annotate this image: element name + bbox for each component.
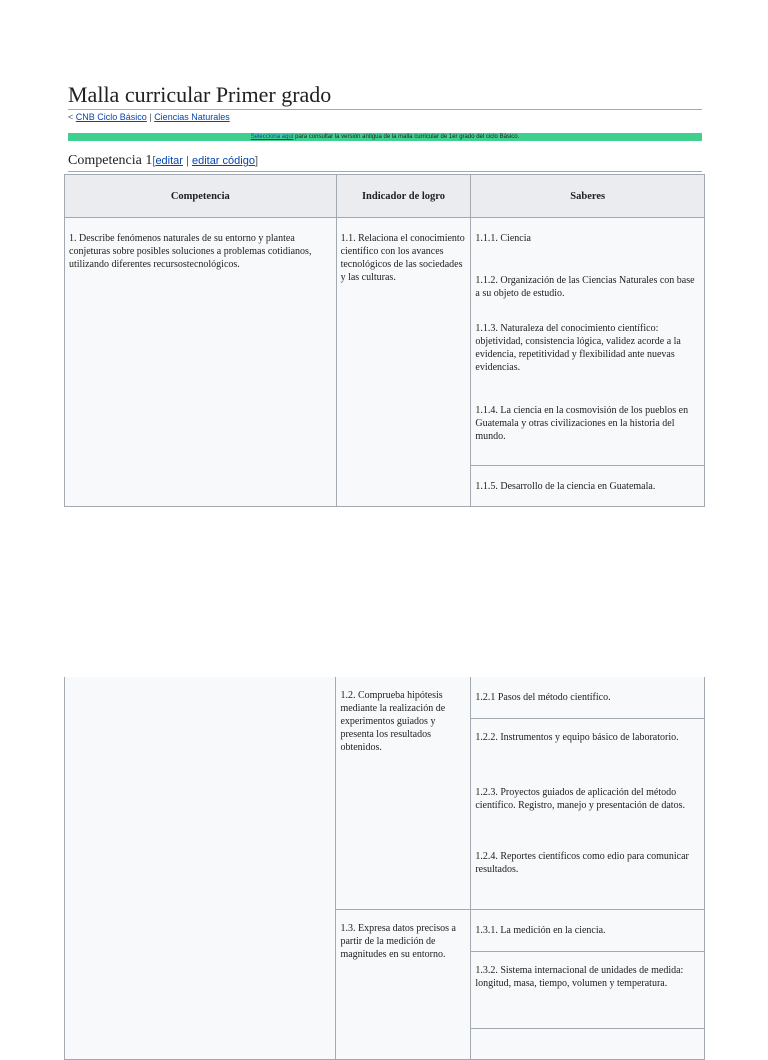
- header-indicador: Indicador de logro: [336, 175, 471, 218]
- curriculum-table-continued: [64, 677, 705, 1060]
- saber-item: 1.3.2. Sistema internacional de unidades de medida: longitud, masa, tiempo, volumen y temperatura.: [475, 965, 684, 989]
- notice-banner: [68, 133, 702, 141]
- saber-item: 1.1.1. Ciencia: [475, 233, 531, 244]
- saber-item: 1.2.2. Instrumentos y equipo básico de laboratorio.: [475, 732, 679, 743]
- bracket-close: ]: [254, 155, 259, 167]
- saber-item: 1.3.1. La medición en la ciencia.: [475, 925, 606, 936]
- section-heading: [68, 153, 702, 172]
- competencia-cell: [65, 677, 336, 1060]
- saber-item: 1.1.4. La ciencia en la cosmovisión de los pueblos en Guatemala y otras civilizaciones en la historia del mundo.: [475, 405, 689, 442]
- indicador-text: 1.2. Comprueba hipótesis mediante la realización de experimentos guiados y presenta los resultados obtenidos.: [340, 690, 446, 753]
- table-header-row: [65, 175, 705, 218]
- section-title: Competencia 1: [68, 153, 153, 168]
- saber-item: 1.1.3. Naturaleza del conocimiento científico: objetividad, consistencia lógica, validez acorde a la evidencia, repetitividad y flexibilidad ante nuevas evidencias.: [475, 323, 681, 373]
- page-title: Malla curricular Primer grado: [68, 82, 702, 110]
- breadcrumb-link-ciencias[interactable]: Ciencias Naturales: [154, 112, 230, 122]
- breadcrumb-separator: |: [149, 112, 152, 122]
- breadcrumb: [68, 112, 230, 122]
- saber-item: 1.2.3. Proyectos guiados de aplicación del método científico. Registro, manejo y presentación de datos.: [475, 787, 685, 811]
- bracket-open: [: [152, 155, 156, 167]
- breadcrumb-link-cnb[interactable]: CNB Ciclo Básico: [75, 112, 147, 122]
- saber-item: 1.1.2. Organización de las Ciencias Naturales con base a su objeto de estudio.: [475, 275, 695, 299]
- saberes-cell: [471, 719, 705, 910]
- curriculum-table: [64, 174, 705, 507]
- saberes-cell: [471, 466, 705, 507]
- saberes-cell: [471, 910, 705, 952]
- notice-text: para consultar la versión antigua de la malla curricular de 1er grado del ciclo Básico.: [293, 134, 520, 140]
- saberes-cell: [471, 952, 705, 1029]
- saberes-cell: [471, 218, 705, 466]
- edit-link[interactable]: editar: [155, 155, 183, 167]
- competencia-cell: [65, 218, 337, 507]
- notice-link[interactable]: Selecciona aquí: [250, 134, 294, 140]
- saber-item: 1.2.1 Pasos del método científico.: [475, 692, 611, 703]
- header-competencia: Competencia: [65, 175, 337, 218]
- edit-code-link[interactable]: editar código: [191, 155, 255, 167]
- indicador-cell: [336, 677, 471, 910]
- saber-item: 1.2.4. Reportes científicos como edio para comunicar resultados.: [475, 851, 689, 875]
- edit-separator: |: [182, 155, 192, 167]
- indicador-cell: [336, 910, 471, 1060]
- indicador-text: 1.1. Relaciona el conocimiento científico con los avances tecnológicos de las sociedades y las culturas.: [340, 233, 465, 283]
- header-saberes: Saberes: [471, 175, 705, 218]
- indicador-cell: [336, 218, 471, 507]
- saberes-cell: [471, 677, 705, 719]
- edit-links: [152, 155, 258, 167]
- table-row: [65, 677, 705, 719]
- table-row: [65, 218, 705, 466]
- breadcrumb-prefix: <: [68, 112, 74, 122]
- saber-item: 1.1.5. Desarrollo de la ciencia en Guatemala.: [475, 480, 656, 492]
- saberes-cell: [471, 1029, 705, 1060]
- indicador-text: 1.3. Expresa datos precisos a partir de la medición de magnitudes en su entorno.: [340, 923, 456, 960]
- competencia-text: 1. Describe fenómenos naturales de su entorno y plantea conjeturas sobre posibles soluciones a problemas cotidianos, utilizando diferentes recursostecnológicos.: [69, 233, 312, 270]
